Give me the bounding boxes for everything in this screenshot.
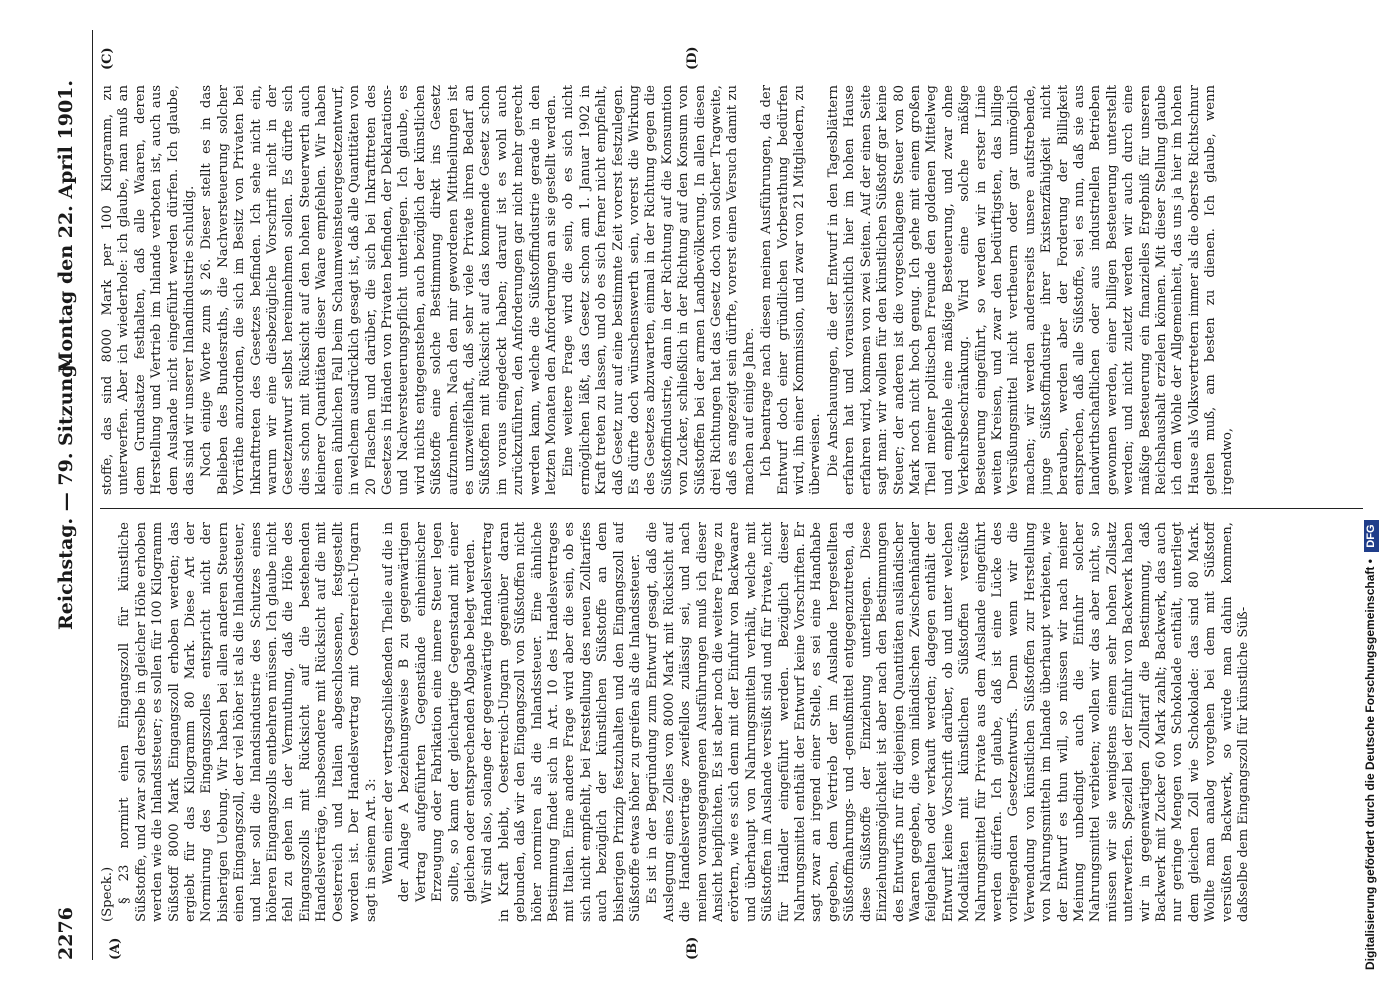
paragraph: Eine weitere Frage wird die sein, ob es sich nicht ermöglichen läßt, das Gesetz schon am 1. Januar 1902 in Kraft treten zu lassen, und ob es sich ferner nicht empfiehlt, daß Gesetz nur auf eine bestimmte Zeit vorerst festzulegen. Es dürfte doch wünschenswerth sein, vorerst die Wirkung des Gesetzes abzuwarten, einmal in der Richtung gegen die Süßstoffindustrie, dann in der Richtung auf die Konsumtion von Zucker, schließlich in der Richtung auf den Konsum von Süßstoffen bei der armen Landbevölkerung. In allen diesen drei Richtungen hat das Gesetz doch von solcher Tragweite, daß es angezeigt sein dürfte, vorerst einen Versuch damit zu machen auf einige Jahre. (561, 85, 757, 495)
page-number: 2276 (55, 907, 77, 960)
paragraph: Es ist in der Begründung zum Entwurf gesagt, daß die Auslegung eines Zolles von 8000 Mark mit Rücksicht auf die Handelsverträge zweifellos zulässig sei, und nach meinen vorausgegangenen Ausführungen muß ich dieser Ansicht beipflichten. Es ist aber noch die weitere Frage zu erörtern, wie es sich denn mit der Einfuhr von Backwaare und überhaupt von Nahrungsmitteln verhält, welche mit Süßstoffen im Auslande versüßt sind und für Private, nicht für Händler eingeführt werden. Bezüglich dieser Nahrungsmittel enthält der Entwurf keine Vorschriften. Er sagt zwar an irgend einer Stelle, es sei eine Handhabe gegeben, dem Vertrieb der im Auslande hergestellten Süßstoffnahrungs- und -genußmittel entgegenzutreten, da diese Süßstoffe der Einziehung unterliegen. Diese Einziehungsmöglichkeit ist aber nach den Bestimmungen des Entwurfs nur für diejenigen Quantitäten ausländischer Waaren gegeben, die vom inländischen Zwischenhändler feilgehalten oder verkauft werden; dagegen enthält der Entwurf keine Vorschrift darüber, ob und unter welchen Modalitäten mit künstlichen Süßstoffen versüßte Nahrungsmittel für Private aus dem Auslande eingeführt werden dürfen. Ich glaube, daß ist eine Lücke des vorliegenden Gesetzentwurfs. Denn wenn wir die Verwendung von künstlichen Süßstoffen zur Herstellung von Nahrungsmitteln im Inlande überhaupt verbieten, wie der Entwurf es thun will, so müssen wir nach meiner Meinung unbedingt auch die Einfuhr solcher Nahrungsmittel verbieten; wollen wir das aber nicht, so müssen wir sie wenigstens einem sehr hohen Zollsatz unterwerfen. Speziell bei der Einfuhr von Backwerk haben wir in gegenwärtigen Zolltarif die Bestimmung, daß Backwerk mit Zucker 60 Mark zahlt; Backwerk, das auch nur geringe Mengen von Schokolade enthält, unterliegt dem gleichen Zoll wie Schokolade: das sind 80 Mark. Wollte man analog vorgehen bei dem mit Süßstoff versüßten Backwerk, so würde man dahin kommen, daßselbe dem Eingangszoll für künstliche Süß- (645, 522, 1252, 922)
margin-marker-c: (C) (100, 47, 115, 70)
margin-marker-a: (A) (108, 937, 123, 960)
column-divider (100, 508, 1363, 509)
page-header (55, 30, 95, 960)
paragraph: Wir sind also, solange der gegenwärtige Handelsvertrag in Kraft bleibt, Oesterreich-Ungarn gegenüber daran gebunden, daß wir den Eingangszoll von Süßstoffen nicht höher normiren als die Inlandssteuer. Eine ähnliche Bestimmung findet sich in Art. 10 des Handelsvertrages mit Italien. Eine andere Frage wird aber die sein, ob es sich nicht empfiehlt, bei Feststellung des neuen Zolltarifes auch bezüglich der künstlichen Süßstoffe an dem bisherigen Prinzip festzuhalten und den Eingangszoll auf Süßstoffe etwas höher zu greifen als die Inlandssteuer. (480, 522, 643, 922)
dfg-logo: DFG (1364, 520, 1379, 551)
margin-marker-d: (D) (685, 46, 700, 70)
paragraph: Die Anschauungen, die der Entwurf in den Tagesblättern erfahren hat und voraussichtlich hier im hohen Hause erfahren wird, kommen von zwei Seiten. Auf der einen Seite sagt man: wir wollen für den künstlichen Süßstoff gar keine Steuer; der anderen ist die vorgeschlagene Steuer von 80 Mark noch nicht hoch genug. Ich gehe mit einem großen Theil meiner politischen Freunde den goldenen Mittelweg und empfehle eine mäßige Besteuerung, und zwar ohne Verkehrsbeschränkung. Wird eine solche mäßige Besteuerung eingeführt, so werden wir in erster Linie weiten Kreisen, und zwar den bedürftigsten, das billige Versüßungsmittel nicht vertheuern oder gar unmöglich machen; wir werden andererseits unsere aufstrebende, junge Süßstoffindustrie ihrer Existenzfähigkeit nicht berauben, werden aber der Forderung der Billigkeit entsprechen, daß alle Süßstoffe, sei es nun, daß sie aus landwirthschaftlichen oder aus industriellen Betrieben gewonnen werden, einer billigen Besteuerung unterstellt werden; und nicht zuletzt werden wir auch durch eine mäßige Besteuerung ein finanzielles Ergebniß für unseren Reichshaushalt erzielen können. Mit dieser Stellung glaube ich dem Wohle der Allgemeinheit, das uns ja hier im hohen Hause als Volksvertretern immer als die oberste Richtschnur gelten muß, am besten zu dienen. Ich glaube, wenn irgendwo, (825, 85, 1235, 495)
paragraph: stoffe, das sind 8000 Mark per 100 Kilogramm, zu unterwerfen. Aber ich wiederhole: ich glaube, man muß an dem Grundsatze festhalten, daß alle Waaren, deren Herstellung und Vertrieb im Inlande verboten ist, auch aus dem Auslande nicht eingeführt werden dürfen. Ich glaube, das sind wir unserer Inlandindustrie schuldig. (100, 85, 198, 495)
paragraph: Ich beantrage nach diesen meinen Ausführungen, da der Entwurf doch einer gründlichen Vorberathung bedürfen wird, ihn einer Kommission, und zwar von 21 Mitgliedern, zu überweisen. (759, 85, 824, 495)
session-date: Montag den 22. April 1901. (55, 80, 77, 373)
right-column (100, 85, 1361, 495)
credit-text: Digitalisierung gefördert durch die Deutsche Forschungsgemeinschaft • (1363, 559, 1377, 970)
paragraph: Noch einige Worte zum § 26. Dieser stellt es in das Belieben des Bundesraths, die Nachversteuerung solcher Vorräthe anzuordnen, die sich im Besitz von Privaten bei Inkrafttreten des Gesetzes befinden. Ich sehe nicht ein, warum wir eine diesbezügliche Vorschrift nicht in der Gesetzentwurf selbst hereinnehmen sollen. Es dürfte sich dies schon mit Rücksicht auf den hohen Steuerwerth auch kleinerer Quantitäten dieser Waare empfehlen. Wir haben einen ähnlichen Fall beim Schaumweinsteuergesetzentwurf, in welchem ausdrücklich gesagt ist, daß alle Quantitäten von 20 Flaschen und darüber, die sich bei Inkrafttreten des Gesetzes in Händen von Privaten befinden, der Deklarations- und Nachversteuerungspflicht unterliegen. Ich glaube, es wird nichts entgegenstehen, auch bezüglich der künstlichen Süßstoffe eine solche Bestimmung direkt ins Gesetz aufzunehmen. Nach den mir gewordenen Mittheilungen ist es unzweifelhaft, daß sehr viele Private ihren Bedarf an Süßstoffen mit Rücksicht auf das kommende Gesetz schon im voraus eingedeckt haben; darauf ist es wohl auch zurückzuführen, den Anforderungen gar nicht mehr gerecht werden kann, welche die Süßstoffindustrie gerade in den letzten Monaten den Anforderungen an sie gestellt werden. (199, 85, 559, 495)
session-title: Reichstag. — 79. Sitzung. (55, 357, 77, 630)
speaker-label: (Speck.) (100, 866, 115, 922)
digitization-credit (1357, 10, 1379, 990)
header-rule (92, 30, 93, 960)
paragraph: § 23 normirt einen Eingangszoll für künstliche Süßstoffe, und zwar soll derselbe in gleicher Höhe erhoben werden wie die Inlandssteuer; es sollen für 100 Kilogramm Süßstoff 8000 Mark Eingangszoll erhoben werden; das ergiebt für das Kilogramm 80 Mark. Diese Art der Normirung des Eingangszolles entspricht nicht der bisherigen Uebung. Wir haben bei allen anderen Steuern einen Eingangszoll, der viel höher ist als die Inlandssteuer, und hier soll die Inlandsindustrie des Schutzes eines höheren Eingangszolls entbehren müssen. Ich glaube nicht fehl zu gehen in der Vermuthung, daß die Höhe des Eingangszolls mit Rücksicht auf die bestehenden Handelsverträge, insbesondere mit Rücksicht auf die mit Oesterreich und Italien abgeschlossenen, festgestellt worden ist. Der Handelsvertrag mit Oesterreich-Ungarn sagt in seinem Art. 3: (117, 522, 379, 922)
quoted-paragraph: Wenn einer der vertragschließenden Theile auf die in der Anlage A beziehungsweise B zu gegenwärtigen Vertrag aufgeführten Gegenstände einheimischer Erzeugung oder Fabrikation eine innere Steuer legen sollte, so kann der gleichartige Gegenstand mit einer gleichen oder entsprechenden Abgabe belegt werden. (380, 522, 478, 902)
left-column (100, 522, 1361, 922)
margin-marker-b: (B) (685, 936, 700, 960)
